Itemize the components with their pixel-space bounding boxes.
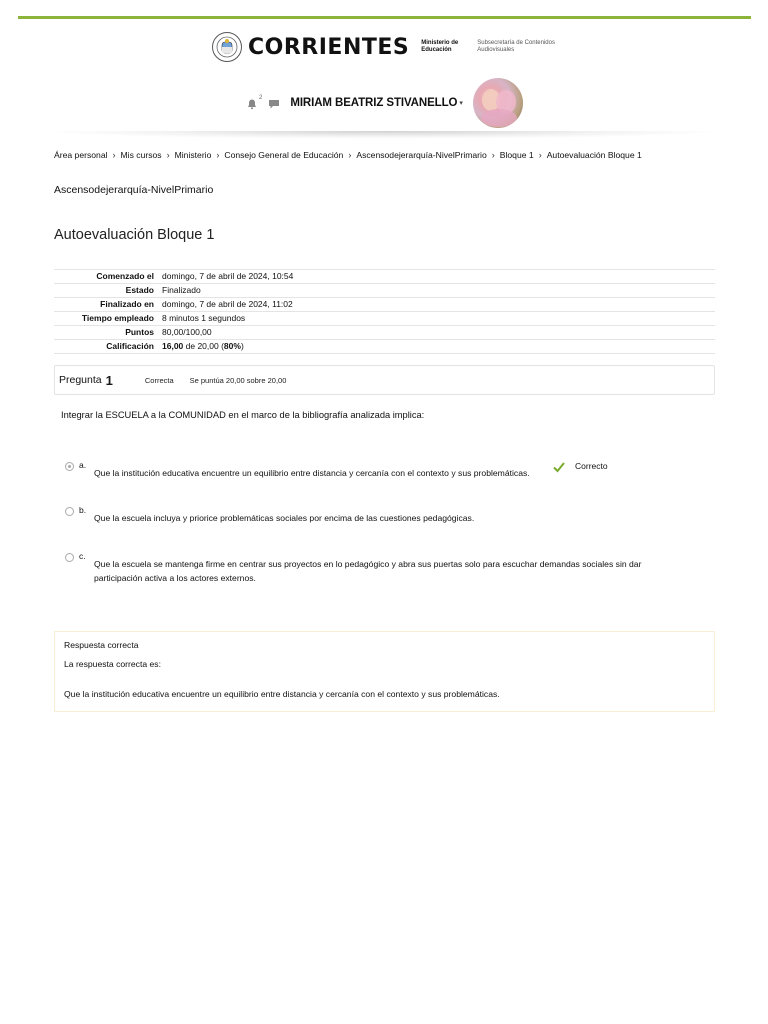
- avatar[interactable]: [473, 78, 523, 128]
- breadcrumb-item-mis-cursos[interactable]: Mis cursos: [120, 150, 162, 160]
- table-row: [54, 298, 715, 312]
- summary-label: Comenzado el: [54, 270, 162, 284]
- correct-feedback-label: Correcto: [575, 461, 608, 471]
- grade-end: ): [240, 341, 244, 351]
- question-info-box: [54, 365, 715, 395]
- header-accent-line: [18, 16, 751, 19]
- table-row: [54, 326, 715, 340]
- chevron-right-icon: ›: [166, 150, 170, 160]
- answer-radio-a[interactable]: [65, 462, 74, 471]
- breadcrumb-item-quiz[interactable]: Autoevaluación Bloque 1: [546, 150, 642, 160]
- breadcrumb: [54, 150, 642, 160]
- summary-value: 80,00/100,00: [162, 326, 715, 340]
- subsecretaria-label: Subsecretaría de Contenidos Audiovisuales: [477, 40, 555, 53]
- table-row: [54, 340, 715, 354]
- answer-letter: b.: [79, 505, 87, 515]
- feedback-correct-answer: Que la institución educativa encuentre un equilibrio entre distancia y cercanía con el contexto y sus problemáticas.: [64, 689, 500, 699]
- notification-count: 2: [259, 95, 263, 101]
- feedback-title: Respuesta correcta: [64, 640, 139, 650]
- ministerio-label: Ministerio de Educación: [421, 40, 459, 53]
- check-icon: [553, 461, 565, 473]
- province-seal-icon: [212, 32, 242, 62]
- summary-label: Puntos: [54, 326, 162, 340]
- answer-radio-b[interactable]: [65, 507, 74, 516]
- table-row: [54, 270, 715, 284]
- header-divider: [40, 131, 728, 139]
- breadcrumb-item-area-personal[interactable]: Área personal: [54, 150, 108, 160]
- grade-middle: de 20,00 (: [183, 341, 224, 351]
- table-row: [54, 284, 715, 298]
- grade-value: [162, 340, 715, 354]
- chevron-right-icon: ›: [348, 150, 352, 160]
- chevron-right-icon: ›: [216, 150, 220, 160]
- table-row: [54, 312, 715, 326]
- user-menu-bar: [246, 78, 523, 128]
- page-title: Autoevaluación Bloque 1: [54, 227, 215, 243]
- breadcrumb-item-course[interactable]: Ascensodejerarquía-NivelPrimario: [356, 150, 487, 160]
- summary-value: domingo, 7 de abril de 2024, 10:54: [162, 270, 715, 284]
- chevron-right-icon: ›: [491, 150, 495, 160]
- summary-label: Estado: [54, 284, 162, 298]
- grade-percent: 80%: [223, 341, 241, 351]
- grade-label: Calificación: [54, 340, 162, 354]
- answer-text: Que la escuela incluya y priorice problemáticas sociales por encima de las cuestiones pedagógicas.: [94, 513, 475, 523]
- answer-text: Que la escuela se mantenga firme en centrar sus proyectos en lo pedagógico y abra sus puertas solo para escuchar demandas sociales sin dar participación activa a los actores externos.: [94, 559, 642, 583]
- chevron-down-icon[interactable]: ▾: [459, 100, 463, 107]
- site-logo[interactable]: [212, 30, 567, 64]
- breadcrumb-item-bloque[interactable]: Bloque 1: [499, 150, 534, 160]
- course-title: Ascensodejerarquía-NivelPrimario: [54, 184, 214, 196]
- answer-letter: a.: [79, 460, 87, 470]
- summary-value: Finalizado: [162, 284, 715, 298]
- feedback-intro: La respuesta correcta es:: [64, 659, 161, 669]
- question-state: Correcta: [144, 375, 174, 385]
- question-label: Pregunta: [59, 374, 102, 386]
- summary-value: 8 minutos 1 segundos: [162, 312, 715, 326]
- breadcrumb-item-ministerio[interactable]: Ministerio: [174, 150, 212, 160]
- question-grade: Se puntúa 20,00 sobre 20,00: [189, 375, 287, 385]
- message-icon[interactable]: [268, 97, 280, 109]
- user-name[interactable]: MIRIAM BEATRIZ STIVANELLO: [290, 97, 458, 109]
- chevron-right-icon: ›: [112, 150, 116, 160]
- answer-letter: c.: [79, 551, 86, 561]
- feedback-box: [54, 631, 715, 712]
- chevron-right-icon: ›: [538, 150, 542, 160]
- summary-label: Tiempo empleado: [54, 312, 162, 326]
- bell-icon[interactable]: [246, 97, 258, 109]
- summary-value: domingo, 7 de abril de 2024, 11:02: [162, 298, 715, 312]
- question-text: Integrar la ESCUELA a la COMUNIDAD en el marco de la bibliografía analizada implica:: [61, 410, 425, 420]
- answer-text: Que la institución educativa encuentre un equilibrio entre distancia y cercanía con el contexto y sus problemáticas.: [94, 468, 530, 478]
- breadcrumb-item-consejo[interactable]: Consejo General de Educación: [224, 150, 344, 160]
- answer-radio-c[interactable]: [65, 553, 74, 562]
- question-number: 1: [105, 372, 113, 388]
- summary-label: Finalizado en: [54, 298, 162, 312]
- attempt-summary-table: [54, 269, 715, 354]
- brand-name: CORRIENTES: [248, 34, 410, 60]
- grade-score: 16,00: [162, 341, 184, 351]
